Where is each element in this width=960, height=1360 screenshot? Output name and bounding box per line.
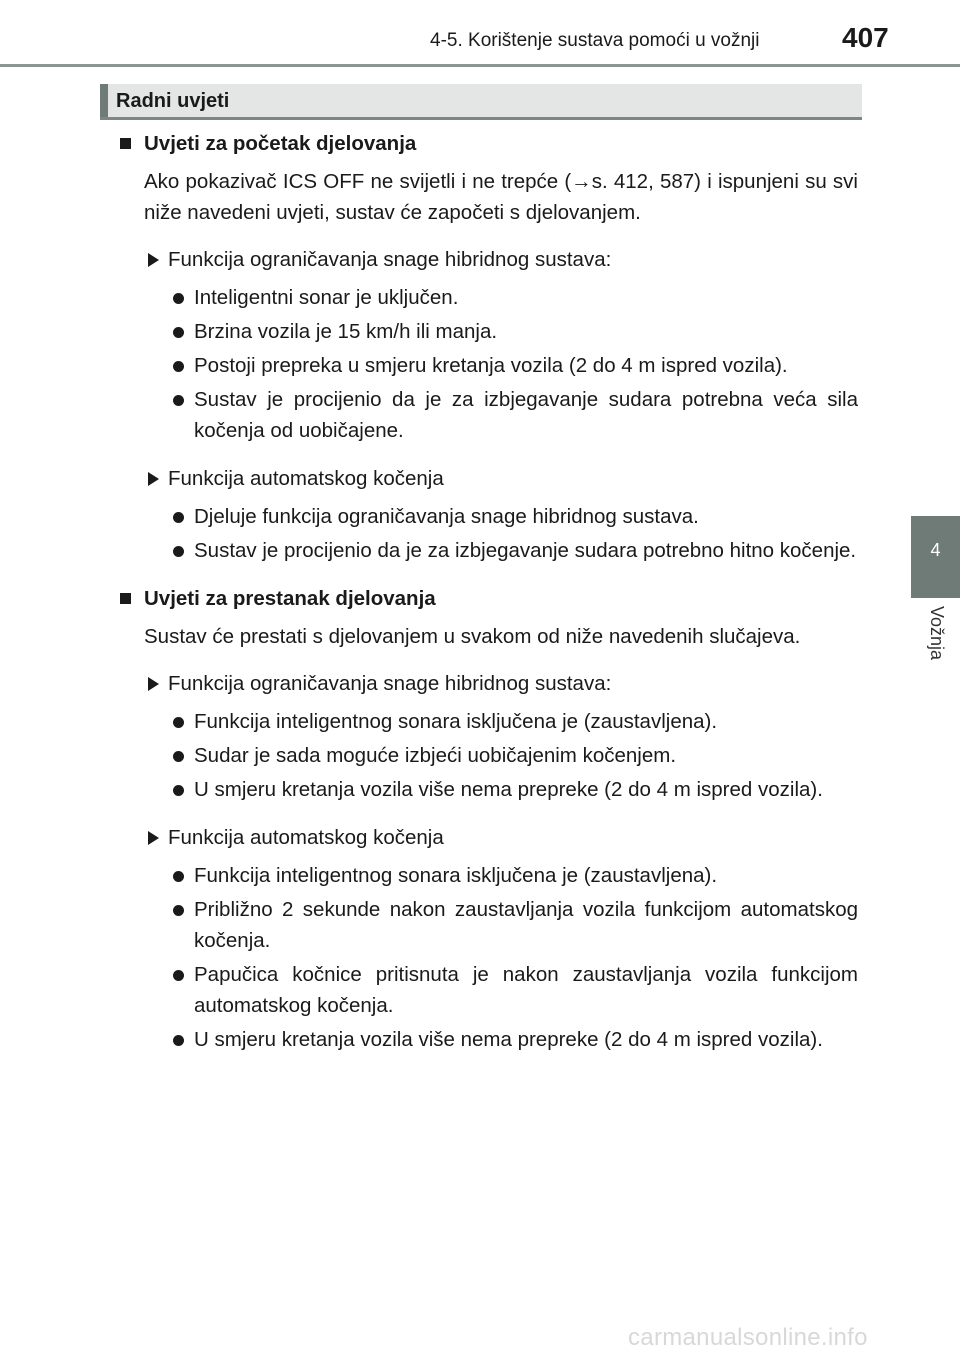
list-item-text: Postoji prepreka u smjeru kretanja vozila (2 do 4 m ispred vozila). (194, 354, 788, 377)
condition-title: Uvjeti za prestanak djelovanja (144, 587, 436, 610)
dot-bullet-icon (173, 871, 184, 882)
spacer (118, 449, 858, 463)
function-name: Funkcija automatskog kočenja (168, 826, 444, 849)
section-title: Radni uvjeti (116, 90, 230, 112)
list-item-text: Brzina vozila je 15 km/h ili manja. (194, 320, 498, 343)
spacer (118, 808, 858, 822)
list-item-text: Sustav je procijenio da je za izbjegavanje sudara potrebno hitno kočenje. (194, 539, 857, 562)
list-item-text: Inteligentni sonar je uključen. (194, 286, 459, 309)
list-item (118, 740, 858, 771)
triangle-bullet-icon (148, 253, 159, 267)
dot-bullet-icon (173, 751, 184, 762)
watermark: carmanualsonline.info (628, 1324, 868, 1351)
list-item-text: U smjeru kretanja vozila više nema prepreke (2 do 4 m ispred vozila). (194, 1028, 823, 1051)
condition-intro: Ako pokazivač ICS OFF ne svijetli i ne trepće (→s. 412, 587) i ispunjeni su svi niže navedeni uvjeti, sustav će započeti s djelovanjem. (144, 170, 858, 224)
list-item (118, 1024, 858, 1055)
triangle-bullet-icon (148, 472, 159, 486)
list-item (118, 774, 858, 805)
triangle-bullet-icon (148, 831, 159, 845)
function-name: Funkcija automatskog kočenja (168, 467, 444, 490)
list-item (118, 350, 858, 381)
section-accent (100, 84, 108, 117)
list-item (118, 501, 858, 532)
square-bullet-icon (120, 138, 131, 149)
dot-bullet-icon (173, 512, 184, 523)
list-item-text: Funkcija inteligentnog sonara isključena je (zaustavljena). (194, 710, 718, 733)
list-item (118, 959, 858, 1021)
list-item (118, 706, 858, 737)
list-item (118, 384, 858, 446)
list-item-text: Sudar je sada moguće izbjeći uobičajenim kočenjem. (194, 744, 677, 767)
dot-bullet-icon (173, 546, 184, 557)
function-name: Funkcija ograničavanja snage hibridnog sustava: (168, 672, 612, 695)
dot-bullet-icon (173, 327, 184, 338)
list-item-text: U smjeru kretanja vozila više nema prepreke (2 do 4 m ispred vozila). (194, 778, 823, 801)
list-item (118, 894, 858, 956)
chapter-tab-number: 4 (930, 540, 941, 560)
dot-bullet-icon (173, 395, 184, 406)
header-divider (0, 64, 960, 67)
dot-bullet-icon (173, 717, 184, 728)
content-body (118, 128, 858, 1058)
function-heading (118, 668, 858, 699)
condition-title: Uvjeti za početak djelovanja (144, 132, 417, 155)
list-item-text: Približno 2 sekunde nakon zaustavljanja vozila funkcijom automatskog kočenja. (194, 898, 858, 952)
dot-bullet-icon (173, 293, 184, 304)
chapter-tab[interactable] (911, 516, 960, 598)
function-heading (118, 822, 858, 853)
chapter-tab-label: Vožnja (927, 606, 947, 661)
dot-bullet-icon (173, 905, 184, 916)
condition-intro: Sustav će prestati s djelovanjem u svakom od niže navedenih slučajeva. (144, 625, 801, 648)
dot-bullet-icon (173, 970, 184, 981)
condition-heading (118, 128, 858, 159)
function-heading (118, 463, 858, 494)
list-item-text: Djeluje funkcija ograničavanja snage hibridnog sustava. (194, 505, 699, 528)
list-item-text: Sustav je procijenio da je za izbjegavanje sudara potrebna veća sila kočenja od uobičajene. (194, 388, 858, 442)
page-number: 407 (842, 22, 889, 53)
section-header (100, 84, 862, 120)
list-item (118, 282, 858, 313)
list-item-text: Papučica kočnice pritisnuta je nakon zaustavljanja vozila funkcijom automatskog kočenja. (194, 963, 858, 1017)
dot-bullet-icon (173, 1035, 184, 1046)
square-bullet-icon (120, 593, 131, 604)
list-item (118, 535, 858, 566)
triangle-bullet-icon (148, 677, 159, 691)
condition-heading (118, 583, 858, 614)
spacer (118, 569, 858, 583)
dot-bullet-icon (173, 361, 184, 372)
list-item-text: Funkcija inteligentnog sonara isključena je (zaustavljena). (194, 864, 718, 887)
dot-bullet-icon (173, 785, 184, 796)
function-heading (118, 244, 858, 275)
list-item (118, 860, 858, 891)
list-item (118, 316, 858, 347)
function-name: Funkcija ograničavanja snage hibridnog sustava: (168, 248, 612, 271)
chapter-title: 4-5. Korištenje sustava pomoći u vožnji (430, 30, 760, 51)
